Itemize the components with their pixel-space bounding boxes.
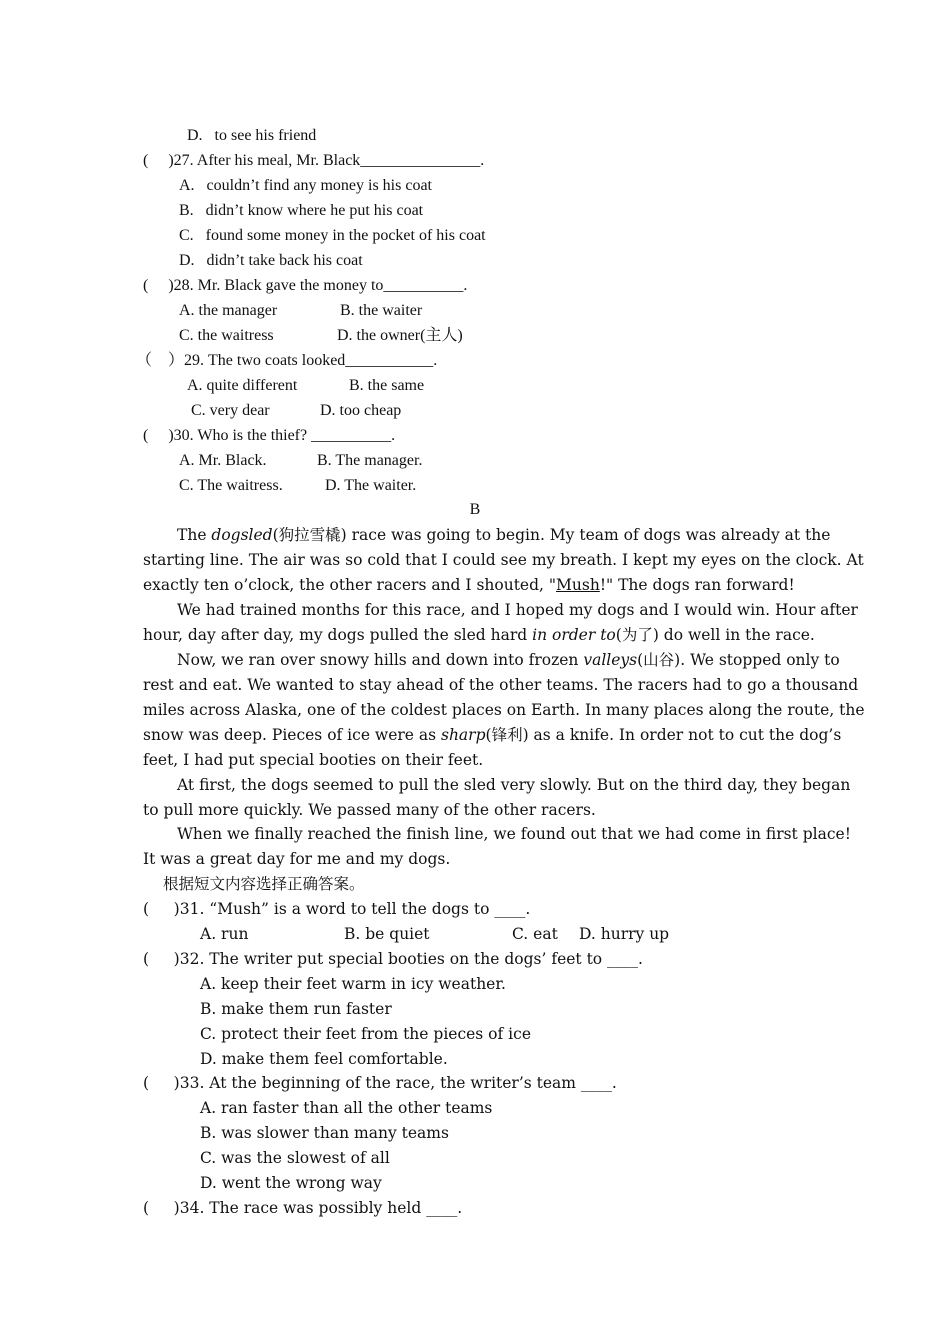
section-b-heading: B: [469, 501, 481, 518]
q32-option-a: A. keep their feet warm in icy weather.: [200, 975, 506, 993]
q31-option-d: D. hurry up: [579, 925, 670, 943]
q28-stem: ( )28. Mr. Black gave the money to__________.: [143, 277, 468, 294]
passage-line-11: At first, the dogs seemed to pull the sled very slowly. But on the third day, they began: [177, 776, 851, 794]
q28-option-c: C. the waitress: [179, 327, 274, 344]
q31-option-c: C. eat: [512, 925, 558, 943]
passage-line-9: snow was deep. Pieces of ice were as sharp(锋利) as a knife. In order not to cut the dog’s: [143, 726, 842, 744]
q29-option-d: D. too cheap: [320, 402, 402, 419]
passage-line-1: The dogsled(狗拉雪橇) race was going to begin. My team of dogs was already at the: [177, 526, 831, 544]
q31-stem: ( )31. “Mush” is a word to tell the dogs to ____.: [143, 900, 531, 918]
passage-line-2: starting line. The air was so cold that I could see my breath. I kept my eyes on the clock. At: [143, 551, 864, 569]
passage-line-13: When we finally reached the finish line, we found out that we had come in first place!: [177, 825, 851, 843]
q30-option-d: D. The waiter.: [325, 477, 417, 494]
q27-stem: ( )27. After his meal, Mr. Black_______________.: [143, 152, 485, 169]
passage-line-6: Now, we ran over snowy hills and down into frozen valleys(山谷). We stopped only to: [177, 651, 840, 669]
q33-option-d: D. went the wrong way: [200, 1174, 382, 1192]
q30-option-b: B. The manager.: [317, 452, 423, 469]
passage-line-12: to pull more quickly. We passed many of the other racers.: [143, 801, 596, 819]
q33-option-b: B. was slower than many teams: [200, 1124, 449, 1142]
passage-line-10: feet, I had put special booties on their feet.: [143, 751, 484, 769]
q34-stem: ( )34. The race was possibly held ____.: [143, 1199, 463, 1217]
q32-stem: ( )32. The writer put special booties on the dogs’ feet to ____.: [143, 950, 643, 968]
q28-option-d: D. the owner(主人): [337, 327, 463, 344]
q30-option-a: A. Mr. Black.: [179, 452, 267, 469]
q30-stem: ( )30. Who is the thief? __________.: [143, 427, 396, 444]
passage-line-8: miles across Alaska, one of the coldest places on Earth. In many places along the route, the: [143, 701, 865, 719]
q33-stem: ( )33. At the beginning of the race, the writer’s team ____.: [143, 1074, 617, 1092]
q32-option-d: D. make them feel comfortable.: [200, 1050, 448, 1068]
q29-option-b: B. the same: [349, 377, 425, 394]
q31-option-a: A. run: [200, 925, 249, 943]
q27-option-a: A. couldn’t find any money is his coat: [179, 177, 432, 194]
q28-option-b: B. the waiter: [340, 302, 423, 319]
q33-option-c: C. was the slowest of all: [200, 1149, 390, 1167]
passage-line-7: rest and eat. We wanted to stay ahead of the other teams. The racers had to go a thousand: [143, 676, 859, 694]
q26-option-d: D. to see his friend: [187, 127, 317, 144]
q33-option-a: A. ran faster than all the other teams: [200, 1099, 493, 1117]
q27-option-c: C. found some money in the pocket of his coat: [179, 227, 486, 244]
q32-option-c: C. protect their feet from the pieces of ice: [200, 1025, 531, 1043]
q27-option-b: B. didn’t know where he put his coat: [179, 202, 424, 219]
mush-word: Mush: [556, 576, 600, 594]
q30-option-c: C. The waitress.: [179, 477, 283, 494]
q29-option-a: A. quite different: [187, 377, 298, 394]
passage-line-14: It was a great day for me and my dogs.: [143, 850, 451, 868]
q31-option-b: B. be quiet: [344, 925, 430, 943]
passage-line-5: hour, day after day, my dogs pulled the sled hard in order to(为了) do well in the race.: [143, 626, 815, 644]
q27-option-d: D. didn’t take back his coat: [179, 252, 363, 269]
q32-option-b: B. make them run faster: [200, 1000, 392, 1018]
q28-option-a: A. the manager: [179, 302, 278, 319]
passage-line-4: We had trained months for this race, and I hoped my dogs and I would win. Hour after: [177, 601, 858, 619]
instruction: 根据短文内容选择正确答案。: [163, 875, 365, 893]
passage-line-3: exactly ten o’clock, the other racers and I shouted, "Mush!" The dogs ran forward!: [143, 576, 795, 594]
q29-stem: （ ）29. The two coats looked___________.: [136, 352, 438, 369]
q29-option-c: C. very dear: [191, 402, 270, 419]
